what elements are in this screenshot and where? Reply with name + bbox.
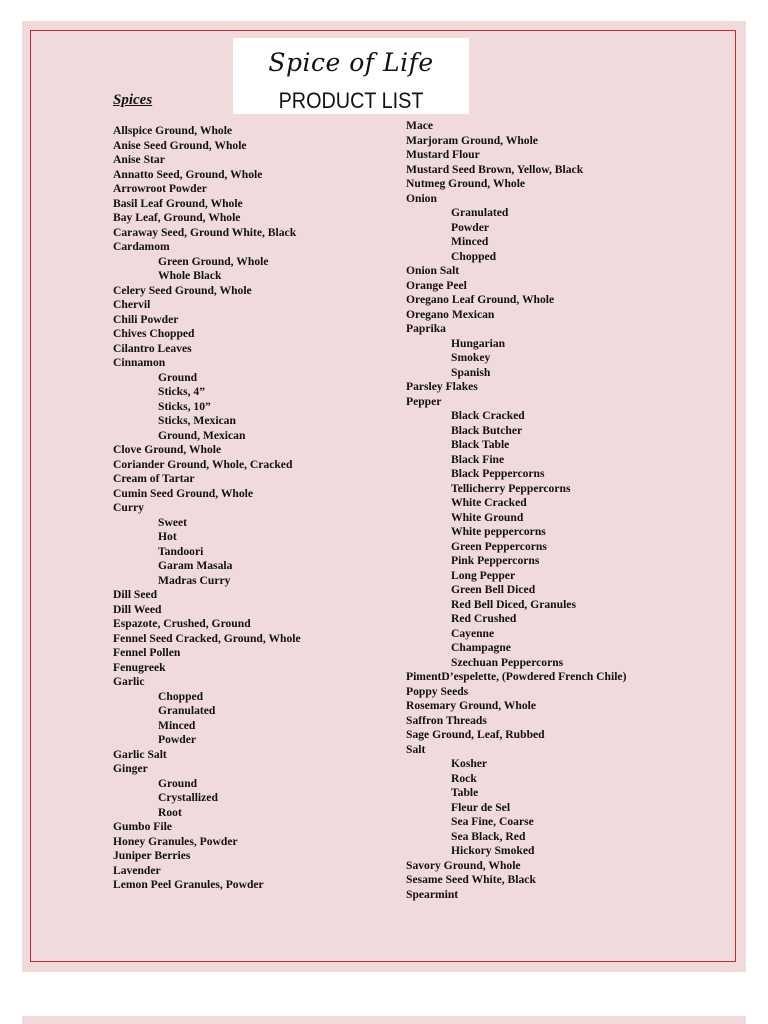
spice-variant-item: Pink Peppercorns [451,554,540,567]
spice-variant-item: Hot [158,530,177,543]
spice-item: Oregano Leaf Ground, Whole [406,293,555,306]
spice-variant-item: Sticks, 10” [158,399,211,413]
spice-variant-item: Sea Black, Red [451,829,526,843]
spice-variant-item: Spanish [451,365,491,379]
spice-variant-item: Granulated [158,704,216,717]
spice-variant-item: Black Table [451,438,510,451]
spice-item: Mustard Seed Brown, Yellow, Black [406,162,584,176]
spice-variant-item: White Ground [451,510,524,524]
spice-variant-item: Minced [451,235,489,248]
spice-item: Orange Peel [406,278,467,292]
spice-item: Pepper [406,394,442,408]
spice-variant-item: Green Ground, Whole [158,254,269,268]
spice-variant-item: White Cracked [451,496,527,509]
spice-item: Honey Granules, Powder [113,834,238,848]
spice-item: Chili Powder [113,312,179,326]
spice-item: Spearmint [406,887,459,901]
spice-item: Juniper Berries [113,849,191,862]
page-title: PRODUCT LIST [278,88,424,113]
spice-variant-item: Black Cracked [451,409,525,422]
spice-item: Sesame Seed White, Black [406,873,536,886]
spice-variant-item: Chopped [451,249,497,263]
spice-item: Chervil [113,298,151,311]
spice-variant-item: Minced [158,718,196,732]
spice-variant-item: Kosher [451,757,488,770]
spice-variant-item: Tandoori [158,544,204,558]
spice-list-right-column [406,119,626,902]
spice-item: Bay Leaf, Ground, Whole [113,211,241,224]
spice-variant-item: Ground [158,370,198,384]
spice-item: Marjoram Ground, Whole [406,133,538,147]
spice-variant-item: Granulated [451,206,509,219]
spice-variant-item: Red Crushed [451,612,517,625]
spice-item: Curry [113,501,144,514]
next-page-edge [22,1016,746,1024]
spice-item: Garlic Salt [113,747,167,761]
spice-item: Lemon Peel Granules, Powder [113,878,264,891]
spice-item: Cinnamon [113,356,166,369]
spice-variant-item: Ground [158,776,198,790]
spice-item: Mace [406,119,434,132]
spice-item: Sage Ground, Leaf, Rubbed [406,728,545,741]
spice-variant-item: Rock [451,771,477,785]
spice-variant-item: Sticks, 4” [158,385,206,398]
spice-variant-item: Green Bell Diced [451,583,536,596]
spice-item: Ginger [113,762,148,775]
spice-list-left-column [113,124,301,893]
spice-variant-item: Tellicherry Peppercorns [451,481,571,495]
spice-variant-item: Whole Black [158,269,222,282]
spice-item: Espazote, Crushed, Ground [113,617,251,630]
spice-variant-item: Madras Curry [158,573,231,587]
spice-variant-item: White peppercorns [451,525,546,538]
brand-name: Spice of Life [268,48,434,77]
spice-item: Rosemary Ground, Whole [406,699,537,712]
spice-item: Cardamom [113,240,170,253]
spice-variant-item: Hungarian [451,336,506,350]
spice-item: Fenugreek [113,660,166,674]
spice-variant-item: Powder [451,220,489,234]
spice-item: Cream of Tartar [113,472,195,485]
spice-variant-item: Root [158,805,182,819]
spice-item: Oregano Mexican [406,307,495,321]
spice-item: Chives Chopped [113,327,195,340]
spice-item: Clove Ground, Whole [113,443,222,456]
spice-variant-item: Smokey [451,351,491,364]
spice-item: Cilantro Leaves [113,341,192,355]
spice-item: Basil Leaf Ground, Whole [113,196,243,210]
spice-item: Cumin Seed Ground, Whole [113,486,254,500]
spice-item: Poppy Seeds [406,684,469,698]
spice-variant-item: Black Fine [451,452,505,466]
spice-item: Parsley Flakes [406,380,478,393]
spice-item: Anise Star [113,153,165,166]
spice-item: Dill Seed [113,588,158,601]
spice-variant-item: Powder [158,733,196,746]
spice-variant-item: Fleur de Sel [451,800,511,814]
spice-item: Fennel Pollen [113,646,181,659]
spice-item: PimentD’espelette, (Powdered French Chile) [406,670,627,683]
spice-variant-item: Black Butcher [451,423,523,437]
section-heading: Spices [113,92,153,108]
spice-item: Mustard Flour [406,148,480,161]
spice-variant-item: Cayenne [451,626,495,640]
spice-item: Saffron Threads [406,713,487,727]
spice-item: Caraway Seed, Ground White, Black [113,225,297,239]
spice-variant-item: Chopped [158,689,204,703]
spice-item: Paprika [406,322,446,335]
spice-item: Onion Salt [406,264,460,277]
spice-variant-item: Green Peppercorns [451,539,547,553]
spice-item: Anise Seed Ground, Whole [113,138,247,152]
spice-item: Nutmeg Ground, Whole [406,177,526,190]
spice-item: Dill Weed [113,602,162,616]
spice-item: Lavender [113,863,161,877]
spice-variant-item: Ground, Mexican [158,428,246,442]
spice-item: Onion [406,191,437,205]
spice-variant-item: Champagne [451,641,511,654]
spice-variant-item: Crystallized [158,791,218,804]
spice-item: Gumbo File [113,820,172,833]
header-logo-box [233,38,469,114]
spice-item: Celery Seed Ground, Whole [113,283,252,297]
spice-variant-item: Sea Fine, Coarse [451,815,534,828]
spice-variant-item: Garam Masala [158,559,233,572]
spice-item: Arrowroot Powder [113,182,207,195]
spice-item: Annatto Seed, Ground, Whole [113,167,263,181]
spice-item: Garlic [113,675,145,688]
spice-item: Savory Ground, Whole [406,858,521,872]
spice-variant-item: Red Bell Diced, Granules [451,597,576,611]
spice-variant-item: Hickory Smoked [451,844,535,857]
spice-variant-item: Sweet [158,515,187,529]
spice-variant-item: Szechuan Peppercorns [451,655,564,669]
spice-variant-item: Sticks, Mexican [158,414,236,427]
spice-variant-item: Long Pepper [451,568,516,582]
spice-item: Allspice Ground, Whole [113,124,233,137]
spice-item: Coriander Ground, Whole, Cracked [113,457,293,471]
spice-item: Salt [406,742,426,756]
spice-variant-item: Table [451,786,479,799]
spice-variant-item: Black Peppercorns [451,467,545,480]
spice-item: Fennel Seed Cracked, Ground, Whole [113,631,301,645]
